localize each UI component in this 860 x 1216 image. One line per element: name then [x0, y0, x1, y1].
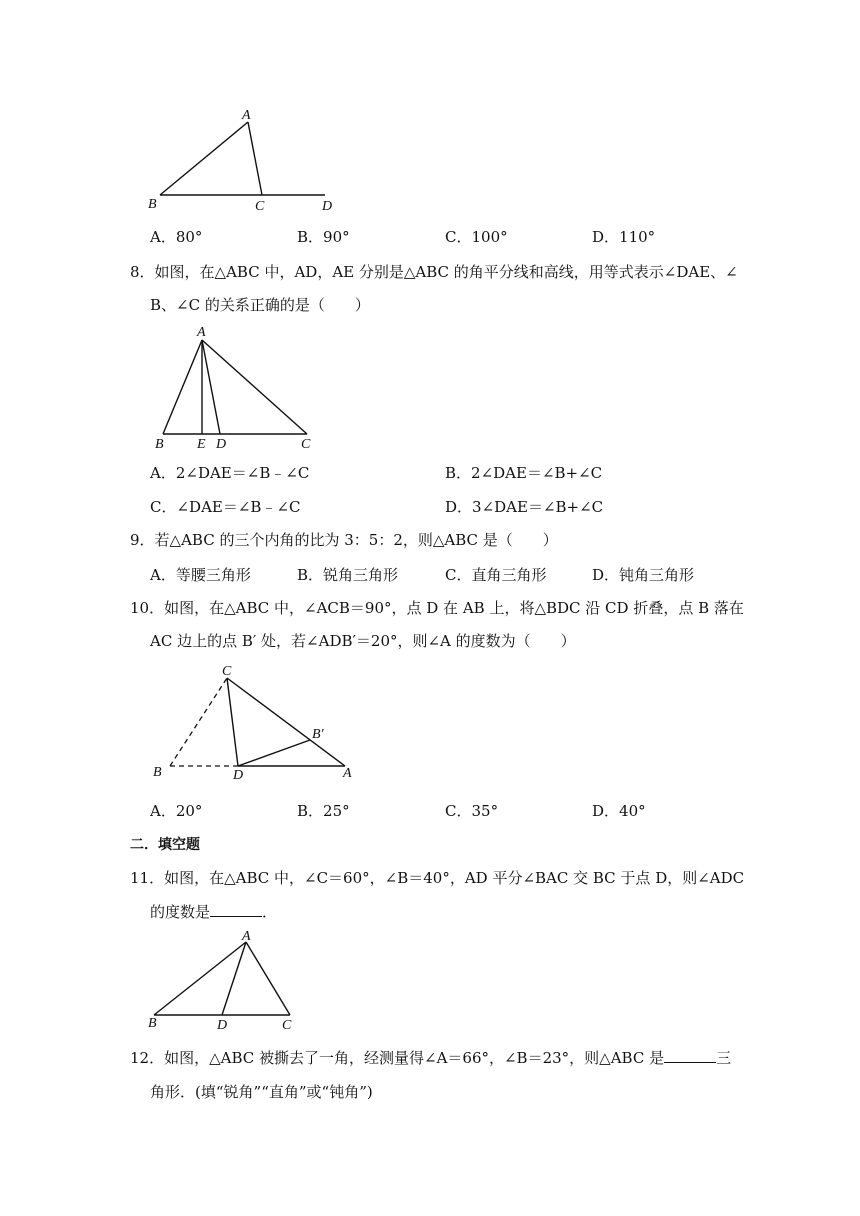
q10-figure [145, 660, 365, 785]
q11-answer-blank[interactable] [210, 902, 262, 917]
q7-option-d[interactable]: D．110° [592, 228, 656, 246]
q7-option-c[interactable]: C．100° [445, 228, 508, 246]
section-fill-in-title: 二．填空题 [130, 837, 200, 853]
q8-label-b: B [155, 437, 164, 452]
q11-stem-line2-prefix: 的度数是 [150, 903, 211, 921]
q11-stem-line1: 11．如图，在△ABC 中，∠C＝60°，∠B＝40°，AD 平分∠BAC 交 BC 于点 D，则∠ADC [130, 869, 745, 887]
q9-option-b[interactable]: B．锐角三角形 [297, 566, 399, 584]
q8-label-d: D [216, 437, 227, 452]
q9-option-a[interactable]: A．等腰三角形 [150, 566, 251, 584]
q10-stem-line2: AC 边上的点 B′ 处，若∠ADB′＝20°，则∠A 的度数为（ ） [150, 632, 576, 650]
q12-answer-blank[interactable] [664, 1048, 716, 1063]
q7-label-c: C [255, 199, 265, 214]
q11-stem-line2 [150, 901, 277, 922]
q9-stem: 9．若△ABC 的三个内角的比为 3：5：2，则△ABC 是（ ） [130, 531, 558, 549]
q12-stem-line1 [130, 1047, 731, 1068]
q11-label-d: D [217, 1018, 228, 1033]
q7-option-a[interactable]: A．80° [150, 228, 203, 246]
q11-figure [140, 928, 310, 1033]
q7-option-b[interactable]: B．90° [297, 228, 350, 246]
q7-label-b: B [148, 197, 157, 212]
q10-label-c: C [222, 664, 232, 679]
q10-stem-line1: 10．如图，在△ABC 中，∠ACB＝90°，点 D 在 AB 上，将△BDC 沿 CD 折叠，点 B 落在 [130, 599, 744, 617]
q11-stem-line2-suffix: ． [262, 903, 278, 921]
q12-stem-line1-prefix: 12．如图，△ABC 被撕去了一角，经测量得∠A＝66°，∠B＝23°，则△ABC 是 [130, 1049, 665, 1067]
q9-option-c[interactable]: C．直角三角形 [445, 566, 547, 584]
q8-option-c[interactable]: C．∠DAE＝∠B﹣∠C [150, 498, 301, 516]
q11-label-c: C [282, 1018, 292, 1033]
q10-option-c[interactable]: C．35° [445, 802, 499, 820]
q8-option-a[interactable]: A．2∠DAE＝∠B﹣∠C [150, 464, 310, 482]
q8-stem-line1: 8．如图，在△ABC 中，AD，AE 分别是△ABC 的角平分线和高线，用等式表示∠DAE、∠ [130, 263, 738, 281]
q12-stem-line2: 角形．(填“锐角”“直角”或“钝角”) [150, 1083, 373, 1101]
q10-option-a[interactable]: A．20° [150, 802, 203, 820]
q10-label-b: B [153, 765, 162, 780]
q8-option-b[interactable]: B．2∠DAE＝∠B+∠C [445, 464, 603, 482]
q8-label-e: E [197, 437, 206, 452]
q10-label-a: A [343, 766, 352, 781]
q10-option-b[interactable]: B．25° [297, 802, 350, 820]
q8-label-c: C [301, 437, 311, 452]
q9-option-d[interactable]: D．钝角三角形 [592, 566, 695, 584]
q7-figure [140, 100, 340, 215]
q11-label-a: A [242, 929, 251, 944]
q8-figure [145, 322, 325, 452]
q10-label-b-prime: B′ [312, 727, 324, 742]
q11-label-b: B [148, 1016, 157, 1031]
q7-label-d: D [322, 199, 333, 214]
q10-option-d[interactable]: D．40° [592, 802, 646, 820]
q10-label-d: D [233, 768, 244, 783]
q12-stem-line1-suffix: 三 [716, 1049, 732, 1067]
q8-label-a: A [197, 325, 206, 340]
q8-stem-line2: B、∠C 的关系正确的是（ ） [150, 296, 370, 314]
q8-option-d[interactable]: D．3∠DAE＝∠B+∠C [445, 498, 604, 516]
q7-label-a: A [242, 108, 251, 123]
